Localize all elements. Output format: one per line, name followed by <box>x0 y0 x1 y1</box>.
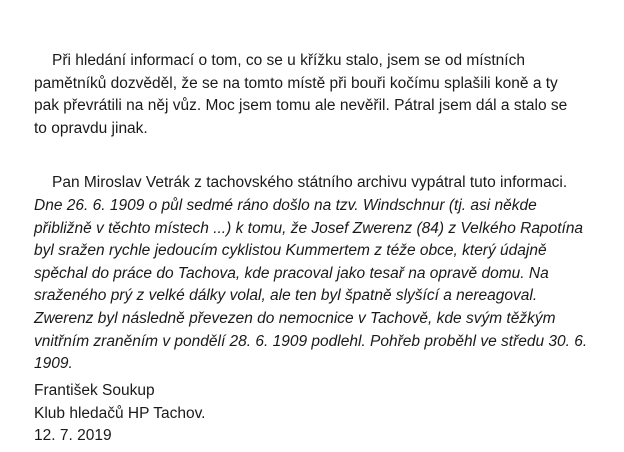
quote-line: Dne 26. 6. 1909 o půl sedmé ráno došlo na tzv. Windschnur (tj. asi někde <box>34 197 537 214</box>
text-line: to opravdu jinak. <box>34 119 148 137</box>
quote-line: přibližně v těchto místech ...) k tomu, že Josef Zwerenz (84) z Velkého Rapotína <box>34 219 584 237</box>
quote-line: sraženého prý z velké dálky volal, ale ten byl špatně slyšící a nereagoval. <box>34 287 538 305</box>
text-line: pak převrátili na něj vůz. Moc jsem tomu ale nevěřil. Pátral jsem dál a stalo se <box>34 97 568 115</box>
quote-line: spěchal do práce do Tachova, kde pracoval jako tesař na opravě domu. Na <box>34 264 549 282</box>
signature-block <box>34 380 205 448</box>
quote-line: Zwerenz byl následně převezen do nemocnice v Tachově, kde svým těžkým <box>34 309 556 327</box>
quote-line: vnitřním zraněním v pondělí 28. 6. 1909 podlehl. Pohřeb proběhl ve středu 30. 6. <box>34 332 588 350</box>
text-line: Pan Miroslav Vetrák z tachovského státního archivu vypátral tuto informaci. <box>52 174 568 191</box>
signature-date: 12. 7. 2019 <box>34 427 112 445</box>
archive-quote <box>34 195 594 376</box>
text-line: Při hledání informací o tom, co se u křížku stalo, jsem se od místních <box>52 52 525 69</box>
author-name: František Soukup <box>34 382 155 399</box>
text-line: pamětníků dozvěděl, že se na tomto místě při bouři kočímu splašili koně a ty <box>34 74 558 92</box>
paragraph-archive <box>34 172 614 195</box>
quote-line: byl sražen rychle jedoucím cyklistou Kummertem z téže obce, který údajně <box>34 242 547 260</box>
author-organization: Klub hledačů HP Tachov. <box>34 404 206 422</box>
paragraph-intro <box>34 50 614 140</box>
quote-line: 1909. <box>34 355 73 373</box>
